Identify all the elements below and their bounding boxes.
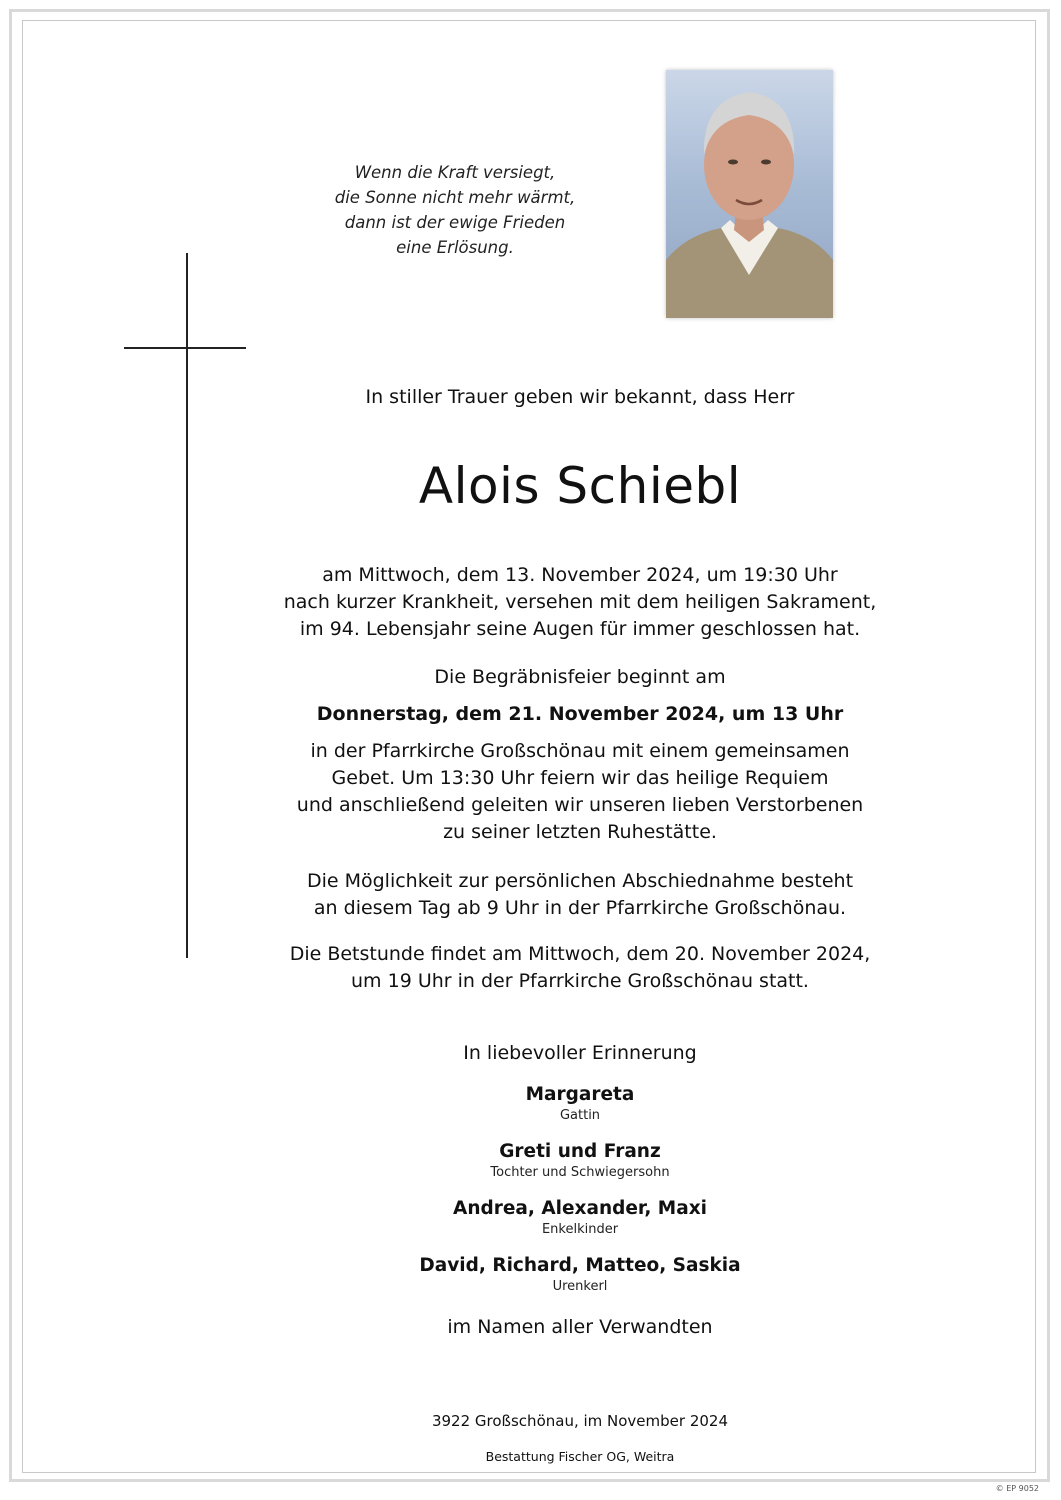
portrait-photo <box>666 70 833 318</box>
relative-role: Urenkerl <box>552 1279 608 1294</box>
funeral-line: und anschließend geleiten wir unseren lieben Verstorbenen <box>296 794 864 816</box>
prayer-paragraph <box>230 941 930 995</box>
relative-entry <box>230 1254 930 1296</box>
relative-names: Andrea, Alexander, Maxi <box>453 1198 707 1219</box>
relative-entry <box>230 1197 930 1239</box>
funeral-date: Donnerstag, dem 21. November 2024, um 13 Uhr <box>316 703 844 725</box>
death-line: am Mittwoch, dem 13. November 2024, um 19:30 Uhr <box>322 564 838 586</box>
poem <box>300 160 610 260</box>
funeral-paragraph <box>230 738 930 846</box>
death-line: nach kurzer Krankheit, versehen mit dem heiligen Sakrament, <box>283 591 877 613</box>
cross-horizontal-bar <box>124 347 246 349</box>
funeral-line: Gebet. Um 13:30 Uhr feiern wir das heilige Requiem <box>331 767 829 789</box>
relative-entry <box>230 1083 930 1125</box>
poem-line: Wenn die Kraft versiegt, <box>354 163 556 182</box>
poem-line: eine Erlösung. <box>396 238 514 257</box>
portrait-illustration <box>666 70 833 318</box>
place-date: 3922 Großschönau, im November 2024 <box>431 1412 729 1430</box>
relative-role: Gattin <box>559 1108 601 1123</box>
relative-names: Greti und Franz <box>499 1141 661 1162</box>
prayer-line: Die Betstunde findet am Mittwoch, dem 20. November 2024, <box>289 943 871 965</box>
funeral-line: zu seiner letzten Ruhestätte. <box>443 821 717 843</box>
relative-role: Enkelkinder <box>541 1222 619 1237</box>
relative-role: Tochter und Schwiegersohn <box>490 1165 670 1180</box>
farewell-line: Die Möglichkeit zur persönlichen Abschiednahme besteht <box>306 870 854 892</box>
prayer-line: um 19 Uhr in der Pfarrkirche Großschönau statt. <box>351 970 809 992</box>
poem-line: dann ist der ewige Frieden <box>344 213 566 232</box>
undertaker: Bestattung Fischer OG, Weitra <box>485 1449 675 1464</box>
closing-text: im Namen aller Verwandten <box>447 1316 713 1338</box>
farewell-line: an diesem Tag ab 9 Uhr in der Pfarrkirche Großschönau. <box>313 897 847 919</box>
death-paragraph <box>230 562 930 643</box>
funeral-line: in der Pfarrkirche Großschönau mit einem gemeinsamen <box>310 740 850 762</box>
memory-intro: In liebevoller Erinnerung <box>463 1042 697 1064</box>
deceased-name: Alois Schiebl <box>418 457 742 515</box>
relative-entry <box>230 1140 930 1182</box>
cross-vertical-bar <box>186 253 188 958</box>
farewell-paragraph <box>230 868 930 922</box>
poem-line: die Sonne nicht mehr wärmt, <box>334 188 576 207</box>
relative-names: Margareta <box>525 1084 635 1105</box>
intro-text: In stiller Trauer geben wir bekannt, dass Herr <box>365 386 795 408</box>
relative-names: David, Richard, Matteo, Saskia <box>419 1255 741 1276</box>
funeral-intro: Die Begräbnisfeier beginnt am <box>434 666 726 688</box>
print-code: © EP 9052 <box>995 1484 1039 1493</box>
death-line: im 94. Lebensjahr seine Augen für immer geschlossen hat. <box>299 618 861 640</box>
